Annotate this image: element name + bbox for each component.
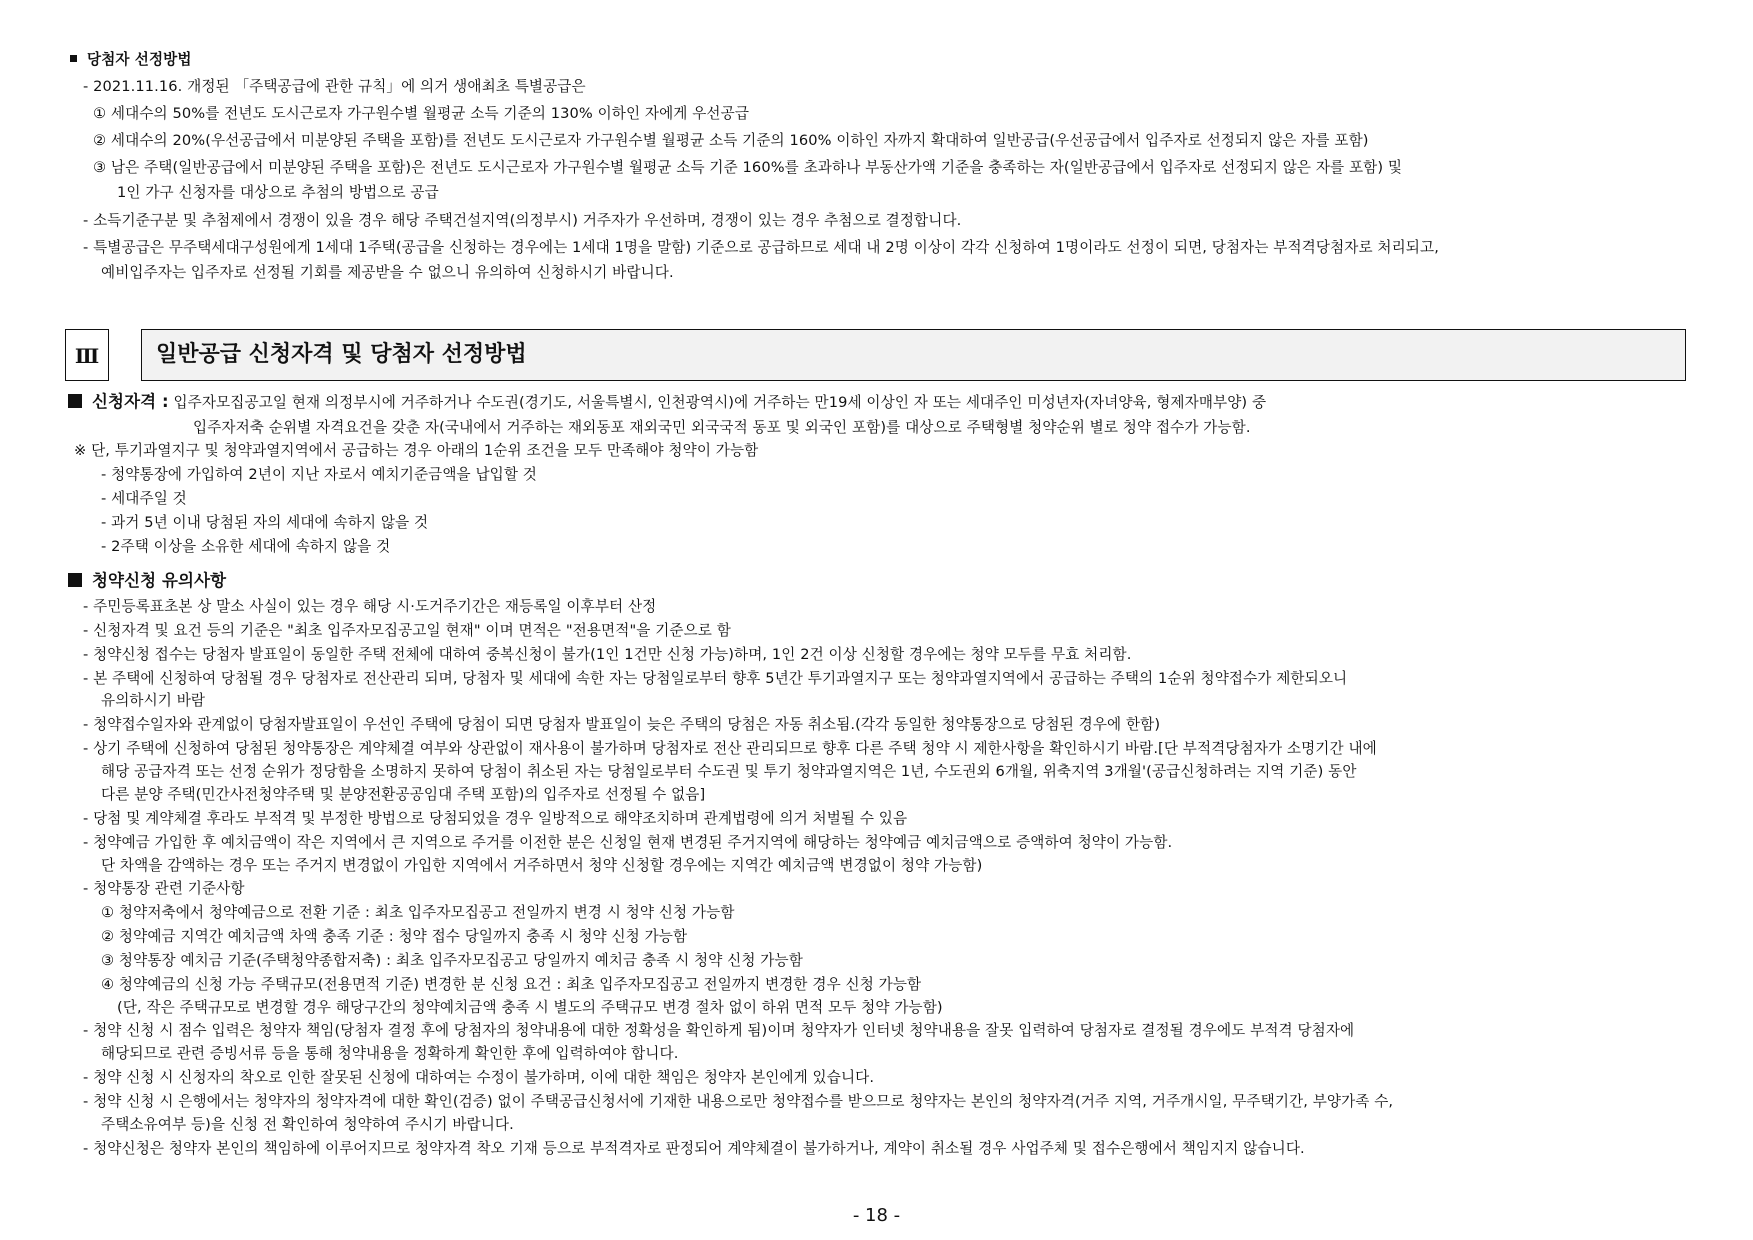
qualification-condition: - 과거 5년 이내 당첨된 자의 세대에 속하지 않을 것 — [101, 514, 429, 531]
notes-line: 해당되므로 관련 증빙서류 등을 통해 청약내용을 정확하게 확인한 후에 입력하여야 합니다. — [101, 1045, 679, 1062]
notes-line: - 당첨 및 계약체결 후라도 부적격 및 부정한 방법으로 당첨되었을 경우 일방적으로 해약조치하며 관계법령에 의거 처벌될 수 있음 — [83, 810, 908, 827]
page-number: - 18 - — [852, 1205, 901, 1226]
bullet-square-icon — [70, 55, 77, 62]
notes-line: 해당 공급자격 또는 선정 순위가 정당함을 소명하지 못하여 당첨이 취소된 자는 당첨일로부터 수도권 및 투기 청약과열지역은 1년, 수도권외 6개월, 위축지역 3개월'(공급신청하려는 지역 기준) 동안 — [101, 763, 1357, 780]
qualification-line-1 — [68, 392, 1266, 413]
notes-line: ① 청약저축에서 청약예금으로 전환 기준 : 최초 입주자모집공고 전일까지 변경 시 청약 신청 가능함 — [101, 904, 735, 921]
notes-line: - 청약예금 가입한 후 예치금액이 작은 지역에서 큰 지역으로 주거를 이전한 분은 신청일 현재 변경된 주거지역에 해당하는 청약예금 예치금액으로 증액하여 청약이 가능함. — [83, 834, 1173, 851]
notes-line: ③ 청약통장 예치금 기준(주택청약종합저축) : 최초 입주자모집공고 당일까지 예치금 충족 시 청약 신청 가능함 — [101, 952, 803, 969]
notes-line: (단, 작은 주택규모로 변경할 경우 해당구간의 청약예치금액 충족 시 별도의 주택규모 변경 절차 없이 하위 면적 모두 청약 가능함) — [117, 999, 943, 1016]
notes-line: - 청약신청 접수는 당첨자 발표일이 동일한 주택 전체에 대하여 중복신청이 불가(1인 1건만 신청 가능)하며, 1인 2건 이상 신청할 경우에는 청약 모두를 무효 처리함. — [83, 646, 1132, 663]
qualification-condition: - 세대주일 것 — [101, 490, 187, 507]
notes-line: - 청약접수일자와 관계없이 당첨자발표일이 우선인 주택에 당첨이 되면 당첨자 발표일이 늦은 주택의 당첨은 자동 취소됨.(각각 동일한 청약통장으로 당첨된 경우에 한함) — [83, 716, 1161, 733]
notes-line: 주택소유여부 등)을 신청 전 확인하여 청약하여 주시기 바랍니다. — [101, 1116, 514, 1133]
selection-line: - 2021.11.16. 개정된 「주택공급에 관한 규칙」에 의거 생애최초 특별공급은 — [83, 78, 586, 95]
notes-line: - 청약 신청 시 은행에서는 청약자의 청약자격에 대한 확인(검증) 없이 주택공급신청서에 기재한 내용으로만 청약접수를 받으므로 청약자는 본인의 청약자격(거주 지역, 거주개시일, 무주택기간, 부양가족 수, — [83, 1093, 1394, 1110]
bullet-square-icon — [68, 573, 82, 587]
notes-line: - 주민등록표초본 상 말소 사실이 있는 경우 해당 시·도거주기간은 재등록일 이후부터 산정 — [83, 598, 657, 615]
selection-line: 예비입주자는 입주자로 선정될 기회를 제공받을 수 없으니 유의하여 신청하시기 바랍니다. — [101, 264, 674, 281]
notes-line: - 본 주택에 신청하여 당첨될 경우 당첨자로 전산관리 되며, 당첨자 및 세대에 속한 자는 당첨일로부터 향후 5년간 투기과열지구 또는 청약과열지역에서 공급하는 주택의 1순위 청약접수가 제한되오니 — [83, 670, 1348, 687]
selection-heading: 당첨자 선정방법 — [70, 50, 192, 70]
qualification-note: ※ 단, 투기과열지구 및 청약과열지역에서 공급하는 경우 아래의 1순위 조건을 모두 만족해야 청약이 가능함 — [74, 442, 759, 459]
section-title-box: 일반공급 신청자격 및 당첨자 선정방법 — [141, 329, 1686, 381]
selection-line: - 소득기준구분 및 추첨제에서 경쟁이 있을 경우 해당 주택건설지역(의정부시) 거주자가 우선하며, 경쟁이 있는 경우 추첨으로 결정합니다. — [83, 212, 962, 229]
qualification-text: 입주자모집공고일 현재 의정부시에 거주하거나 수도권(경기도, 서울특별시, 인천광역시)에 거주하는 만19세 이상인 자 또는 세대주인 미성년자(자녀양육, 형제자매부양) 중 — [173, 394, 1267, 411]
notes-line: 단 차액을 감액하는 경우 또는 주거지 변경없이 가입한 지역에서 거주하면서 청약 신청할 경우에는 지역간 예치금액 변경없이 청약 가능함) — [101, 857, 983, 874]
notes-line: - 신청자격 및 요건 등의 기준은 "최초 입주자모집공고일 현재" 이며 면적은 "전용면적"을 기준으로 함 — [83, 622, 731, 639]
notes-line: - 청약통장 관련 기준사항 — [83, 880, 245, 897]
qualification-condition: - 2주택 이상을 소유한 세대에 속하지 않을 것 — [101, 538, 391, 555]
selection-line: ② 세대수의 20%(우선공급에서 미분양된 주택을 포함)를 전년도 도시근로자 가구원수별 월평균 소득 기준의 160% 이하인 자까지 확대하여 일반공급(우선공급에서 입주자로 선정되지 않은 자를 포함) — [93, 132, 1369, 149]
notes-heading: 청약신청 유의사항 — [68, 571, 226, 592]
selection-line: ③ 남은 주택(일반공급에서 미분양된 주택을 포함)은 전년도 도시근로자 가구원수별 월평균 소득 기준 160%를 초과하나 부동산가액 기준을 충족하는 자(일반공급에서 입주자로 선정되지 않은 자를 포함) 및 — [93, 159, 1403, 176]
selection-line: - 특별공급은 무주택세대구성원에게 1세대 1주택(공급을 신청하는 경우에는 1세대 1명을 말함) 기준으로 공급하므로 세대 내 2명 이상이 각각 신청하여 1명이라도 선정이 되면, 당첨자는 부적격당첨자로 처리되고, — [83, 239, 1439, 256]
notes-line: - 상기 주택에 신청하여 당첨된 청약통장은 계약체결 여부와 상관없이 재사용이 불가하며 당첨자로 전산 관리되므로 향후 다른 주택 청약 시 제한사항을 확인하시기 바람.[단 부적격당첨자가 소명기간 내에 — [83, 740, 1377, 757]
notes-line: - 청약 신청 시 신청자의 착오로 인한 잘못된 신청에 대하여는 수정이 불가하며, 이에 대한 책임은 청약자 본인에게 있습니다. — [83, 1069, 875, 1086]
selection-line: ① 세대수의 50%를 전년도 도시근로자 가구원수별 월평균 소득 기준의 130% 이하인 자에게 우선공급 — [93, 105, 750, 122]
qualification-label: 신청자격 : — [92, 392, 169, 411]
section-number-box: Ⅲ — [65, 329, 109, 381]
selection-line: 1인 가구 신청자를 대상으로 추첨의 방법으로 공급 — [117, 184, 439, 201]
bullet-square-icon — [68, 394, 82, 408]
notes-line: - 청약신청은 청약자 본인의 책임하에 이루어지므로 청약자격 착오 기재 등으로 부적격자로 판정되어 계약체결이 불가하거나, 계약이 취소될 경우 사업주체 및 접수은행에서 책임지지 않습니다. — [83, 1140, 1305, 1157]
notes-line: 유의하시기 바람 — [101, 692, 206, 709]
notes-line: ② 청약예금 지역간 예치금액 차액 충족 기준 : 청약 접수 당일까지 충족 시 청약 신청 가능함 — [101, 928, 688, 945]
notes-line: - 청약 신청 시 점수 입력은 청약자 책임(당첨자 결정 후에 당첨자의 청약내용에 대한 정확성을 확인하게 됨)이며 청약자가 인터넷 청약내용을 잘못 입력하여 당첨자로 결정될 경우에도 부적격 당첨자에 — [83, 1022, 1355, 1039]
qualification-condition: - 청약통장에 가입하여 2년이 지난 자로서 예치기준금액을 납입할 것 — [101, 466, 537, 483]
qualification-line-2: 입주자저축 순위별 자격요건을 갖춘 자(국내에서 거주하는 재외동포 재외국민 외국국적 동포 및 외국인 포함)를 대상으로 주택형별 청약순위 별로 청약 접수가 가능함. — [193, 419, 1251, 436]
notes-line: ④ 청약예금의 신청 가능 주택규모(전용면적 기준) 변경한 분 신청 요건 : 최초 입주자모집공고 전일까지 변경한 경우 신청 가능함 — [101, 976, 922, 993]
notes-line: 다른 분양 주택(민간사전청약주택 및 분양전환공공임대 주택 포함)의 입주자로 선정될 수 없음] — [101, 786, 706, 803]
